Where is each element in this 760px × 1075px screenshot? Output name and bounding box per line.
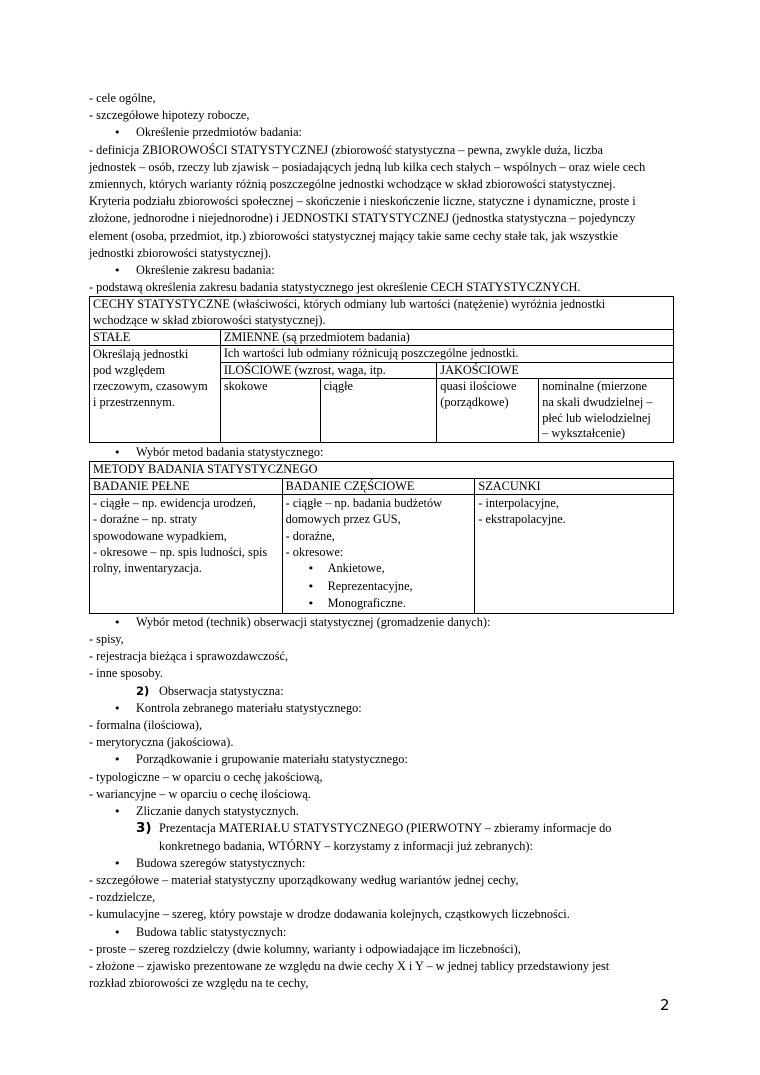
text-line: - wariancyjne – w oparciu o cechę ilościową. — [89, 786, 311, 801]
text-line: - kumulacyjne – szereg, który powstaje w drodze dodawania kolejnych, cząstkowych liczebności. — [89, 907, 570, 922]
text-line: - rozdzielcze, — [89, 890, 156, 905]
stale-label: STAŁE — [90, 329, 221, 346]
nominalne-cell: nominalne (mierzone na skali dwudzielnej – płeć lub wielodzielnej – wykształcenie) — [539, 379, 674, 442]
text-line: - inne sposoby. — [89, 666, 164, 681]
text-line: - złożone – zjawisko prezentowane ze względu na dwie cechy X i Y – w jednej tablicy przedstawiony jest — [89, 958, 610, 973]
quasi-cell: quasi ilościowe (porządkowe) — [437, 379, 539, 442]
text-line: - szczegółowe – materiał statystyczny uporządkowany według wariantów jednej cechy, — [89, 872, 519, 887]
text-line: - formalna (ilościowa), — [89, 718, 203, 733]
text-line: - merytoryczna (jakościowa). — [89, 735, 234, 750]
bullet-item: • Ankietowe, — [286, 560, 472, 578]
section-number: 3) — [136, 820, 152, 837]
text-line: zmiennych, których warianty różnią poszczególne jednostki wchodzące w skład zbiorowości statystycznej. — [89, 177, 616, 192]
badanie-czesciowe-label: BADANIE CZĘŚCIOWE — [282, 478, 475, 495]
section-heading — [89, 820, 674, 854]
text-line: element (osoba, przedmiot, itp.) zbiorowości statystycznej mający takie same cechy stałe tak, jak wszystkie — [89, 228, 618, 243]
table-header-cell: METODY BADANIA STATYSTYCZNEGO — [90, 461, 674, 478]
zmienne-description: Ich wartości lub odmiany różnicują poszczególne jednostki. — [220, 346, 673, 363]
text-line: złożone, jednorodne i niejednorodne) i JEDNOSTKI STATYSTYCZNEJ (jednostka statystyczna – pojedynczy — [89, 211, 636, 226]
page-number: 2 — [660, 996, 670, 1014]
text-line: - definicja ZBIOROWOŚCI STATYSTYCZNEJ (zbiorowość statystyczna – pewna, zwykle duża, liczba — [89, 142, 603, 157]
stale-description: Określają jednostki pod względem rzeczowym, czasowym i przestrzennym. — [90, 346, 221, 443]
bullet-item: • Monograficzne. — [286, 595, 472, 613]
text-line: jednostek – osób, rzeczy lub zjawisk – posiadających jedną lub kilka cech stałych – wspólnych – oraz wiele cech — [89, 159, 646, 174]
metody-badania-table — [89, 461, 674, 614]
text-line: - rejestracja bieżąca i sprawozdawczość, — [89, 649, 289, 664]
section-title: Prezentacja MATERIAŁU STATYSTYCZNEGO (PIERWOTNY – zbieramy informacje do — [159, 821, 612, 836]
badanie-czesciowe-cell: - ciągłe – np. badania budżetów domowych przez GUS, - doraźne, - okresowe: • Ankietowe, • Reprezentacyjne, • Monograficzne. — [282, 495, 475, 614]
jakosciowe-label: JAKOŚCIOWE — [437, 362, 674, 379]
text-line: - spisy, — [89, 632, 124, 647]
badanie-pelne-label: BADANIE PEŁNE — [90, 478, 283, 495]
bullet-item: • Reprezentacyjne, — [286, 578, 472, 596]
skokowe-cell: skokowe — [220, 379, 320, 442]
text-line: - szczegółowe hipotezy robocze, — [89, 108, 250, 123]
page-content — [89, 90, 674, 992]
section-number: 2) — [136, 683, 150, 698]
bullet-item: • Wybór metod (technik) obserwacji statystycznej (gromadzenie danych): — [89, 614, 674, 631]
text-line: rozkład zbiorowości ze względu na te cechy, — [89, 976, 309, 991]
section-title: Obserwacja statystyczna: — [159, 683, 284, 698]
bullet-item: • Budowa szeregów statystycznych: — [89, 855, 674, 872]
section-title: konkretnego badania, WTÓRNY – korzystamy z informacji już zebranych): — [159, 838, 533, 853]
zmienne-label: ZMIENNE (są przedmiotem badania) — [220, 329, 673, 346]
bullet-item: • Budowa tablic statystycznych: — [89, 924, 674, 941]
ilosciowe-label: ILOŚCIOWE (wzrost, waga, itp. — [220, 362, 436, 379]
bullet-item: • Wybór metod badania statystycznego: — [89, 444, 674, 461]
text-line: Kryteria podziału zbiorowości społecznej – skończenie i nieskończenie liczne, statyczne i dynamiczne, proste i — [89, 194, 636, 209]
bullet-item: • Określenie zakresu badania: — [89, 262, 674, 279]
bullet-item: • Kontrola zebranego materiału statystycznego: — [89, 700, 674, 717]
table-header-cell: CECHY STATYSTYCZNE (właściwości, których odmiany lub wartości (natężenie) wyróżnia jednostki wchodzące w skład zbiorowości statystycznej). — [90, 297, 674, 329]
szacunki-cell: - interpolacyjne, - ekstrapolacyjne. — [475, 495, 674, 614]
badanie-pelne-cell: - ciągłe – np. ewidencja urodzeń, - doraźne – np. straty spowodowane wypadkiem, - okresowe – np. spis ludności, spis rolny, inwentaryzacja. — [90, 495, 283, 614]
text-line: - podstawą określenia zakresu badania statystycznego jest określenie CECH STATYSTYCZNYCH. — [89, 280, 581, 295]
bullet-item: • Określenie przedmiotów badania: — [89, 124, 674, 141]
cechy-statystyczne-table — [89, 296, 674, 442]
text-line: - cele ogólne, — [89, 91, 156, 105]
text-line: - proste – szereg rozdzielczy (dwie kolumny, warianty i odpowiadające im liczebności), — [89, 941, 521, 956]
ciagle-cell: ciągłe — [320, 379, 437, 442]
bullet-item: • Zliczanie danych statystycznych. — [89, 803, 674, 820]
section-heading — [89, 683, 674, 700]
text-line: - typologiczne – w oparciu o cechę jakościową, — [89, 769, 323, 784]
szacunki-label: SZACUNKI — [475, 478, 674, 495]
bullet-item: • Porządkowanie i grupowanie materiału statystycznego: — [89, 751, 674, 768]
text-line: jednostki zbiorowości statystycznej). — [89, 245, 272, 260]
